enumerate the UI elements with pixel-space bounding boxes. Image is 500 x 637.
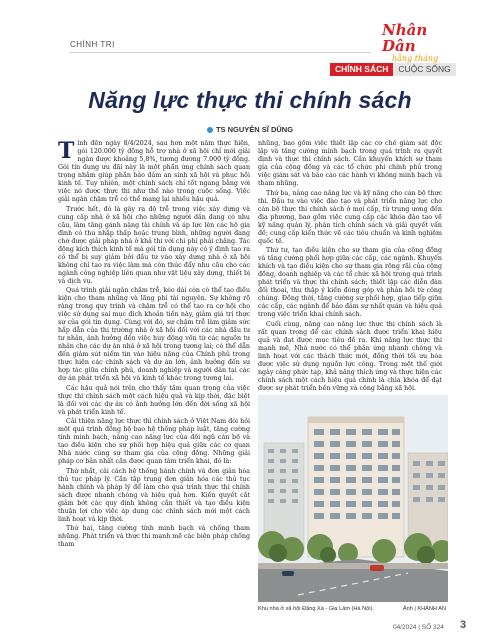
paragraph: Tính đến ngày 8/4/2024, sau hơn một năm thực hiện, gói 120.000 tỷ đồng hỗ trợ nhà ở xã hội chỉ mới giải ngân được khoảng 5,8%, tương đương 7.000 tỷ đồng. Gói tín dụng ưu đãi này là một phần ứng chính sách quan trọng nhằm giúp phần bảo đảm an sinh xã hội và phục hồi kinh tế. Tuy nhiên, một chính sách chỉ tốt ngang bằng với việc nó được thực thi như thế nào trong cuộc sống. Việc giải ngân chậm trễ có thể mang lại nhiều hậu quả. bbox=[58, 140, 250, 203]
byline bbox=[0, 125, 500, 134]
paragraph: Cuối cùng, năng cao năng lực thực thi chính sách là rất quan trọng để các chính sách được triển khai hiệu quả và đạt được mục tiêu đề ra. Khi năng lực thực thi mạnh mẽ, Nhà nước có thể phản ứng nhanh chóng và linh hoạt với các thách thức mới, đồng thời tối ưu hóa được việc sử dụng nguồn lực công. Trong một thế giới ngày càng phức tạp, khả năng thích ứng và thực hiện các chính sách một cách hiệu quả chính là chìa khóa để đạt được sự phát triển bền vững và công bằng xã hội. bbox=[258, 320, 442, 392]
paragraph: Các hậu quả nói trên cho thấy tầm quan trọng của việc thực thi chính sách một cách hiệu quả và kịp thời, đặc biệt là đối với các dự án có ảnh hưởng lớn đến đời sống xã hội và phát triển kinh tế. bbox=[58, 384, 250, 416]
issue-info: 04/2024 | SỐ 324 bbox=[393, 624, 444, 631]
section-label: CHÍNH TRỊ bbox=[70, 40, 115, 49]
author-dot-icon bbox=[207, 127, 213, 133]
tag-cuoc-song: CUỘC SỐNG bbox=[393, 63, 455, 76]
paragraph: Thứ ba, nâng cao năng lực và kỹ năng cho cán bộ thực thi. Đầu tư vào việc đào tạo và phát triển năng lực cho cán bộ thực thi chính sách ở mọi cấp, từ trung ương đến địa phương, bao gồm việc cung cấp các khóa đào tạo về kỹ năng quản lý, phân tích chính sách và giải quyết vấn đề; cung cấp kiến thức về các tiêu chuẩn và kinh nghiệm quốc tế. bbox=[258, 189, 442, 245]
page-number: 3 bbox=[460, 619, 467, 631]
article-column-2 bbox=[258, 140, 442, 400]
logo-subtitle: hằng tháng bbox=[392, 54, 439, 63]
tag-chinh-sach: CHÍNH SÁCH bbox=[330, 63, 393, 76]
paragraph: Thứ tư, tạo điều kiện cho sự tham gia của cộng đồng và tăng cường phối hợp giữa các cấp, các ngành. Khuyến khích và tạo điều kiện cho sự tham gia rộng rãi của cộng đồng, doanh nghiệp và các tổ chức xã hội trong quá trình phát triển và thực thi chính sách; thiết lập các diễn đàn đối thoại, thu thập ý kiến đóng góp và phản hồi từ công chúng. Đồng thời, tăng cường sự phối hợp, giao tiếp giữa các cấp, các ngành để bảo đảm sự nhất quán và hiệu quả trong việc triển khai chính sách. bbox=[258, 247, 442, 318]
section-divider bbox=[70, 52, 370, 53]
paragraph: nhũng, bao gồm việc thiết lập các cơ chế giám sát độc lập và tăng cường minh bạch trong quá trình ra quyết định và thực thi chính sách. Cần khuyến khích sự tham gia của cộng đồng và các tổ chức phi chính phủ trong việc giám sát và báo cáo các hành vi không minh bạch và tham nhũng. bbox=[258, 140, 442, 187]
photo-caption: Khu nhà ở xã hội Đặng Xá - Gia Lâm (Hà Nội). bbox=[258, 606, 374, 612]
paragraph: Thứ nhất, cải cách hệ thống hành chính và đơn giản hóa thủ tục pháp lý. Cần tập trung đơn giản hóa các thủ tục hành chính và pháp lý để làm cho quá trình thực thi chính sách được nhanh chóng và hiệu quả hơn. Kiến quyết cắt giảm bớt các quy định không cần thiết và tạo điều kiện thuận lợi cho việc áp dụng các chính sách mới một cách linh hoạt và kịp thời. bbox=[58, 467, 250, 523]
photo-credit: Ảnh | KHÁNH AN bbox=[402, 606, 446, 612]
article-title: Năng lực thực thi chính sách bbox=[88, 87, 412, 113]
logo-title: Nhân Dân bbox=[382, 21, 428, 55]
drop-cap: T bbox=[58, 140, 75, 164]
paragraph: Cải thiện năng lực thực thi chính sách ở Việt Nam đòi hỏi một quá trình đồng bộ bao hệ thống pháp luật, tăng cường tính minh bạch, nâng cao năng lực của đội ngũ cán bộ và tạo điều kiện cho sự phối hợp hiệu quả giữa các cơ quan Nhà nước cùng sự tham gia của cộng đồng. Những giải pháp cơ bản nhất cần được quan tâm triển khai, đó là: bbox=[58, 418, 250, 465]
paragraph: Quá trình giải ngân chậm trễ, kéo dài còn có thể tạo điều kiện cho tham nhũng và lãng phí tài nguyên. Sự không rõ ràng trong quy trình và chậm trễ có thể tạo ra cơ hội cho việc sử dụng sai mục đích khoản tiền này, giảm giá trị thực sự của gói tín dụng. Cùng với đó, sự chậm trễ làm giảm sức hấp dẫn của thị trường nhà ở xã hội đối với các nhà đầu tư tư nhân, ảnh hưởng đến việc huy động vốn từ các nguồn tư nhân cho các dự án nhà ở xã hội trong tương lai; có thể dẫn đến giảm sút niềm tin vào hiệu năng của Chính phủ trong thực hiện các chính sách và dự án lớn, ảnh hưởng đến sự hợp tác giữa chính phủ, doanh nghiệp và người dân tại các dự án phát triển xã hội và kinh tế khác trong tương lai. bbox=[58, 287, 250, 382]
author-name: TS NGUYỄN SĨ DŨNG bbox=[215, 125, 294, 134]
housing-photo-illustration bbox=[258, 395, 448, 602]
category-tags bbox=[330, 63, 456, 76]
article-photo bbox=[258, 395, 448, 602]
paragraph: Thứ hai, tăng cường tính minh bạch và chống tham nhũng. Phát triển và thực thi mạnh mẽ các biện pháp chống tham bbox=[58, 525, 250, 548]
article-column-1 bbox=[58, 140, 250, 610]
paragraph: Trước hết, đó là gây ra độ trễ trong việc xây dựng và cung cấp nhà ở xã hội cho những người dân đang có nhu cầu, làm tăng gánh nặng tài chính và áp lực lên các hộ gia đình có thu nhập thấp hoặc trung bình, những người đang chờ được giải pháp nhà ở khả thi với chi phí phải chăng. Tác động kích thích kinh tế mà gói tín dụng này có ý định tạo ra có thể bị suy giảm bởi đầu tư vào xây dựng nhà ở xã hội không chỉ tạo ra việc làm mà còn thúc đẩy nhu cầu cho các ngành công nghiệp liên quan như vật liệu xây dựng, thiết bị và dịch vụ. bbox=[58, 205, 250, 285]
newspaper-logo bbox=[382, 21, 440, 63]
